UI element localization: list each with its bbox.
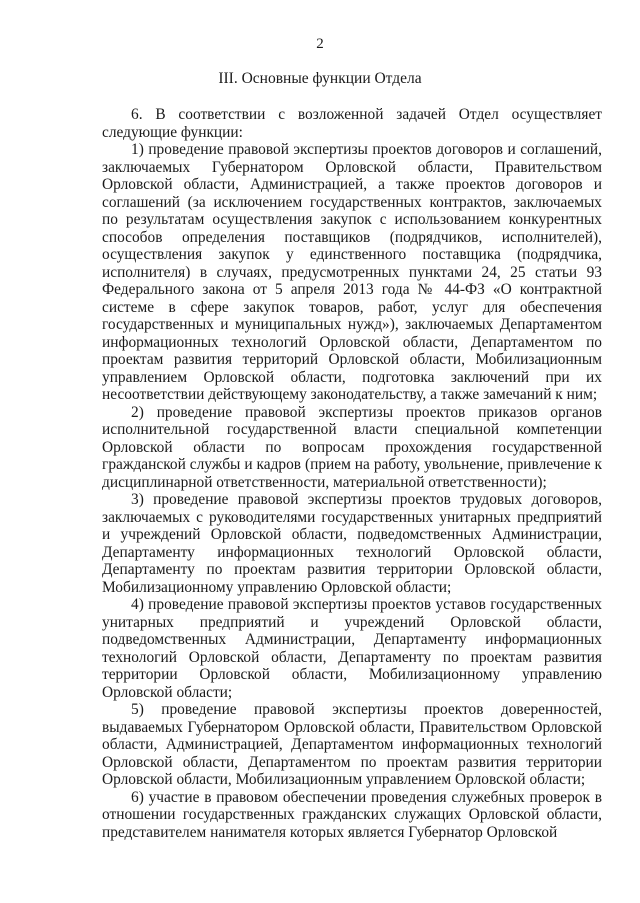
paragraph-function-4: 4) проведение правовой экспертизы проектов уставов государственных унитарных предприятий и учреждений Орловской области, подведомственных Администрации, Департаменту информационных технологий Орловской области, Департаменту по проектам развития территории Орловской области, Мобилизационному управлению Орловской области; [102,596,602,701]
page-number: 2 [316,36,324,52]
paragraph-function-5: 5) проведение правовой экспертизы проектов доверенностей, выдаваемых Губернатором Орловской области, Правительством Орловской области, Администрацией, Департаментом информационных технологий Орловской области, Департаментом по проектам развития территории Орловской области, Мобилизационным управлением Орловской области; [102,701,602,788]
paragraph-function-6: 6) участие в правовом обеспечении проведения служебных проверок в отношении государственных гражданских служащих Орловской области, представителем нанимателя которых является Губернатор Орловской [102,788,602,841]
paragraph-function-3: 3) проведение правовой экспертизы проектов трудовых договоров, заключаемых с руководителями государственных унитарных предприятий и учреждений Орловской области, подведомственных Администрации, Департаменту информационных технологий Орловской области, Департаменту по проектам развития территории Орловской области, Мобилизационному управлению Орловской области; [102,491,602,596]
document-body [102,106,602,841]
paragraph-6-intro: 6. В соответствии с возложенной задачей Отдел осуществляет следующие функции: [102,106,602,141]
section-title: III. Основные функции Отдела [218,70,422,87]
paragraph-function-1: 1) проведение правовой экспертизы проектов договоров и соглашений, заключаемых Губернатором Орловской области, Правительством Орловской области, Администрацией, а также проектов договоров и соглашений (за исключением государственных контрактов, заключаемых по результатам осуществления закупок с использованием конкурентных способов определения поставщиков (подрядчиков, исполнителей), осуществления закупок у единственного поставщика (подрядчика, исполнителя) в случаях, предусмотренных пунктами 24, 25 статьи 93 Федерального закона от 5 апреля 2013 года № 44-ФЗ «О контрактной системе в сфере закупок товаров, работ, услуг для обеспечения государственных и муниципальных нужд»), заключаемых Департаментом информационных технологий Орловской области, Департаментом по проектам развития территорий Орловской области, Мобилизационным управлением Орловской области, подготовка заключений при их несоответствии действующему законодательству, а также замечаний к ним; [102,141,602,403]
paragraph-function-2: 2) проведение правовой экспертизы проектов приказов органов исполнительной государственной власти специальной компетенции Орловской области по вопросам прохождения государственной гражданской службы и кадров (прием на работу, увольнение, привлечение к дисциплинарной ответственности, материальной ответственности); [102,403,602,491]
